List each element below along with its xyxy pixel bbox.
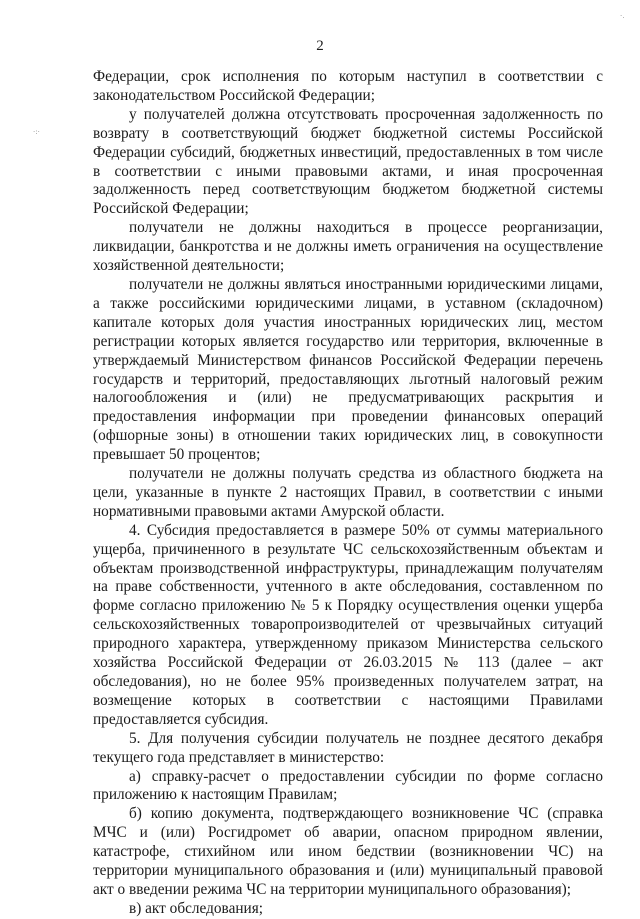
- paragraph: 5. Для получения субсидии получатель не позднее десятого декабря текущего года представляет в министерство:: [93, 729, 603, 766]
- paragraph: в) акт обследования;: [129, 899, 264, 917]
- paragraph: получатели не должны являться иностранными юридическими лицами, а также российскими юридическими лицами, в уставном (складочном) капитале которых доля участия иностранных юридических лиц, местом регистрации которых является государство или территория, включенные в утверждаемый Министерством финансов Российской Федерации перечень государств и территорий, предоставляющих льготный налоговый режим налогообложения и (или) не предусматривающих раскрытия и предоставления информации при проведении финансовых операций (офшорные зоны) в отношении таких юридических лиц, в совокупности превышает 50 процентов;: [93, 275, 603, 464]
- paragraph: получатели не должны находиться в процессе реорганизации, ликвидации, банкротства и не должны иметь ограничения на осуществление хозяйственной деятельности;: [93, 219, 603, 275]
- paragraph: Федерации, срок исполнения по которым наступил в соответствии с законодательством Российской Федерации;: [93, 68, 603, 104]
- paragraph: у получателей должна отсутствовать просроченная задолженность по возврату в соответствующий бюджет бюджетной системы Российской Федерации субсидий, бюджетных инвестиций, предоставленных в том числе в соответствии с иными правовыми актами, и иная просроченная задолженность перед соответствующим бюджетом бюджетной системы Российской Федерации;: [93, 105, 603, 218]
- paragraph: 4. Субсидия предоставляется в размере 50% от суммы материального ущерба, причиненного в результате ЧС сельскохозяйственным объектам и объектам производственной инфраструктуры, принадлежащим получателям на праве собственности, учтенного в акте обследования, составленном по форме согласно приложению № 5 к Порядку осуществления оценки ущерба сельскохозяйственных товаропроизводителей от чрезвычайных ситуаций природного характера, утвержденному приказом Министерства сельского хозяйства Российской Федерации от 26.03.2015 № 113 (далее – акт обследования), но не более 95% произведенных получателем затрат, на возмещение которых в соответствии с настоящими Правилами предоставляется субсидия.: [93, 521, 603, 728]
- scan-mark: ·:·: [33, 128, 40, 136]
- page-number: 2: [316, 38, 324, 54]
- paragraph: б) копию документа, подтверждающего возникновение ЧС (справка МЧС и (или) Росгидромет об аварии, опасном природном явлении, катастрофе, стихийном или ином бедствии (возникновении ЧС) на территории муниципального образования и (или) муниципальный правовой акт о введении режима ЧС на территории муниципального образования);: [93, 805, 603, 898]
- scan-mark: ·.: [620, 12, 625, 20]
- document-body: [93, 68, 603, 919]
- paragraph: получатели не должны получать средства из областного бюджета на цели, указанные в пункте 2 настоящих Правил, в соответствии с иными нормативными правовыми актами Амурской области.: [93, 465, 603, 520]
- paragraph: а) справку-расчет о предоставлении субсидии по форме согласно приложению к настоящим Правилам;: [93, 767, 603, 804]
